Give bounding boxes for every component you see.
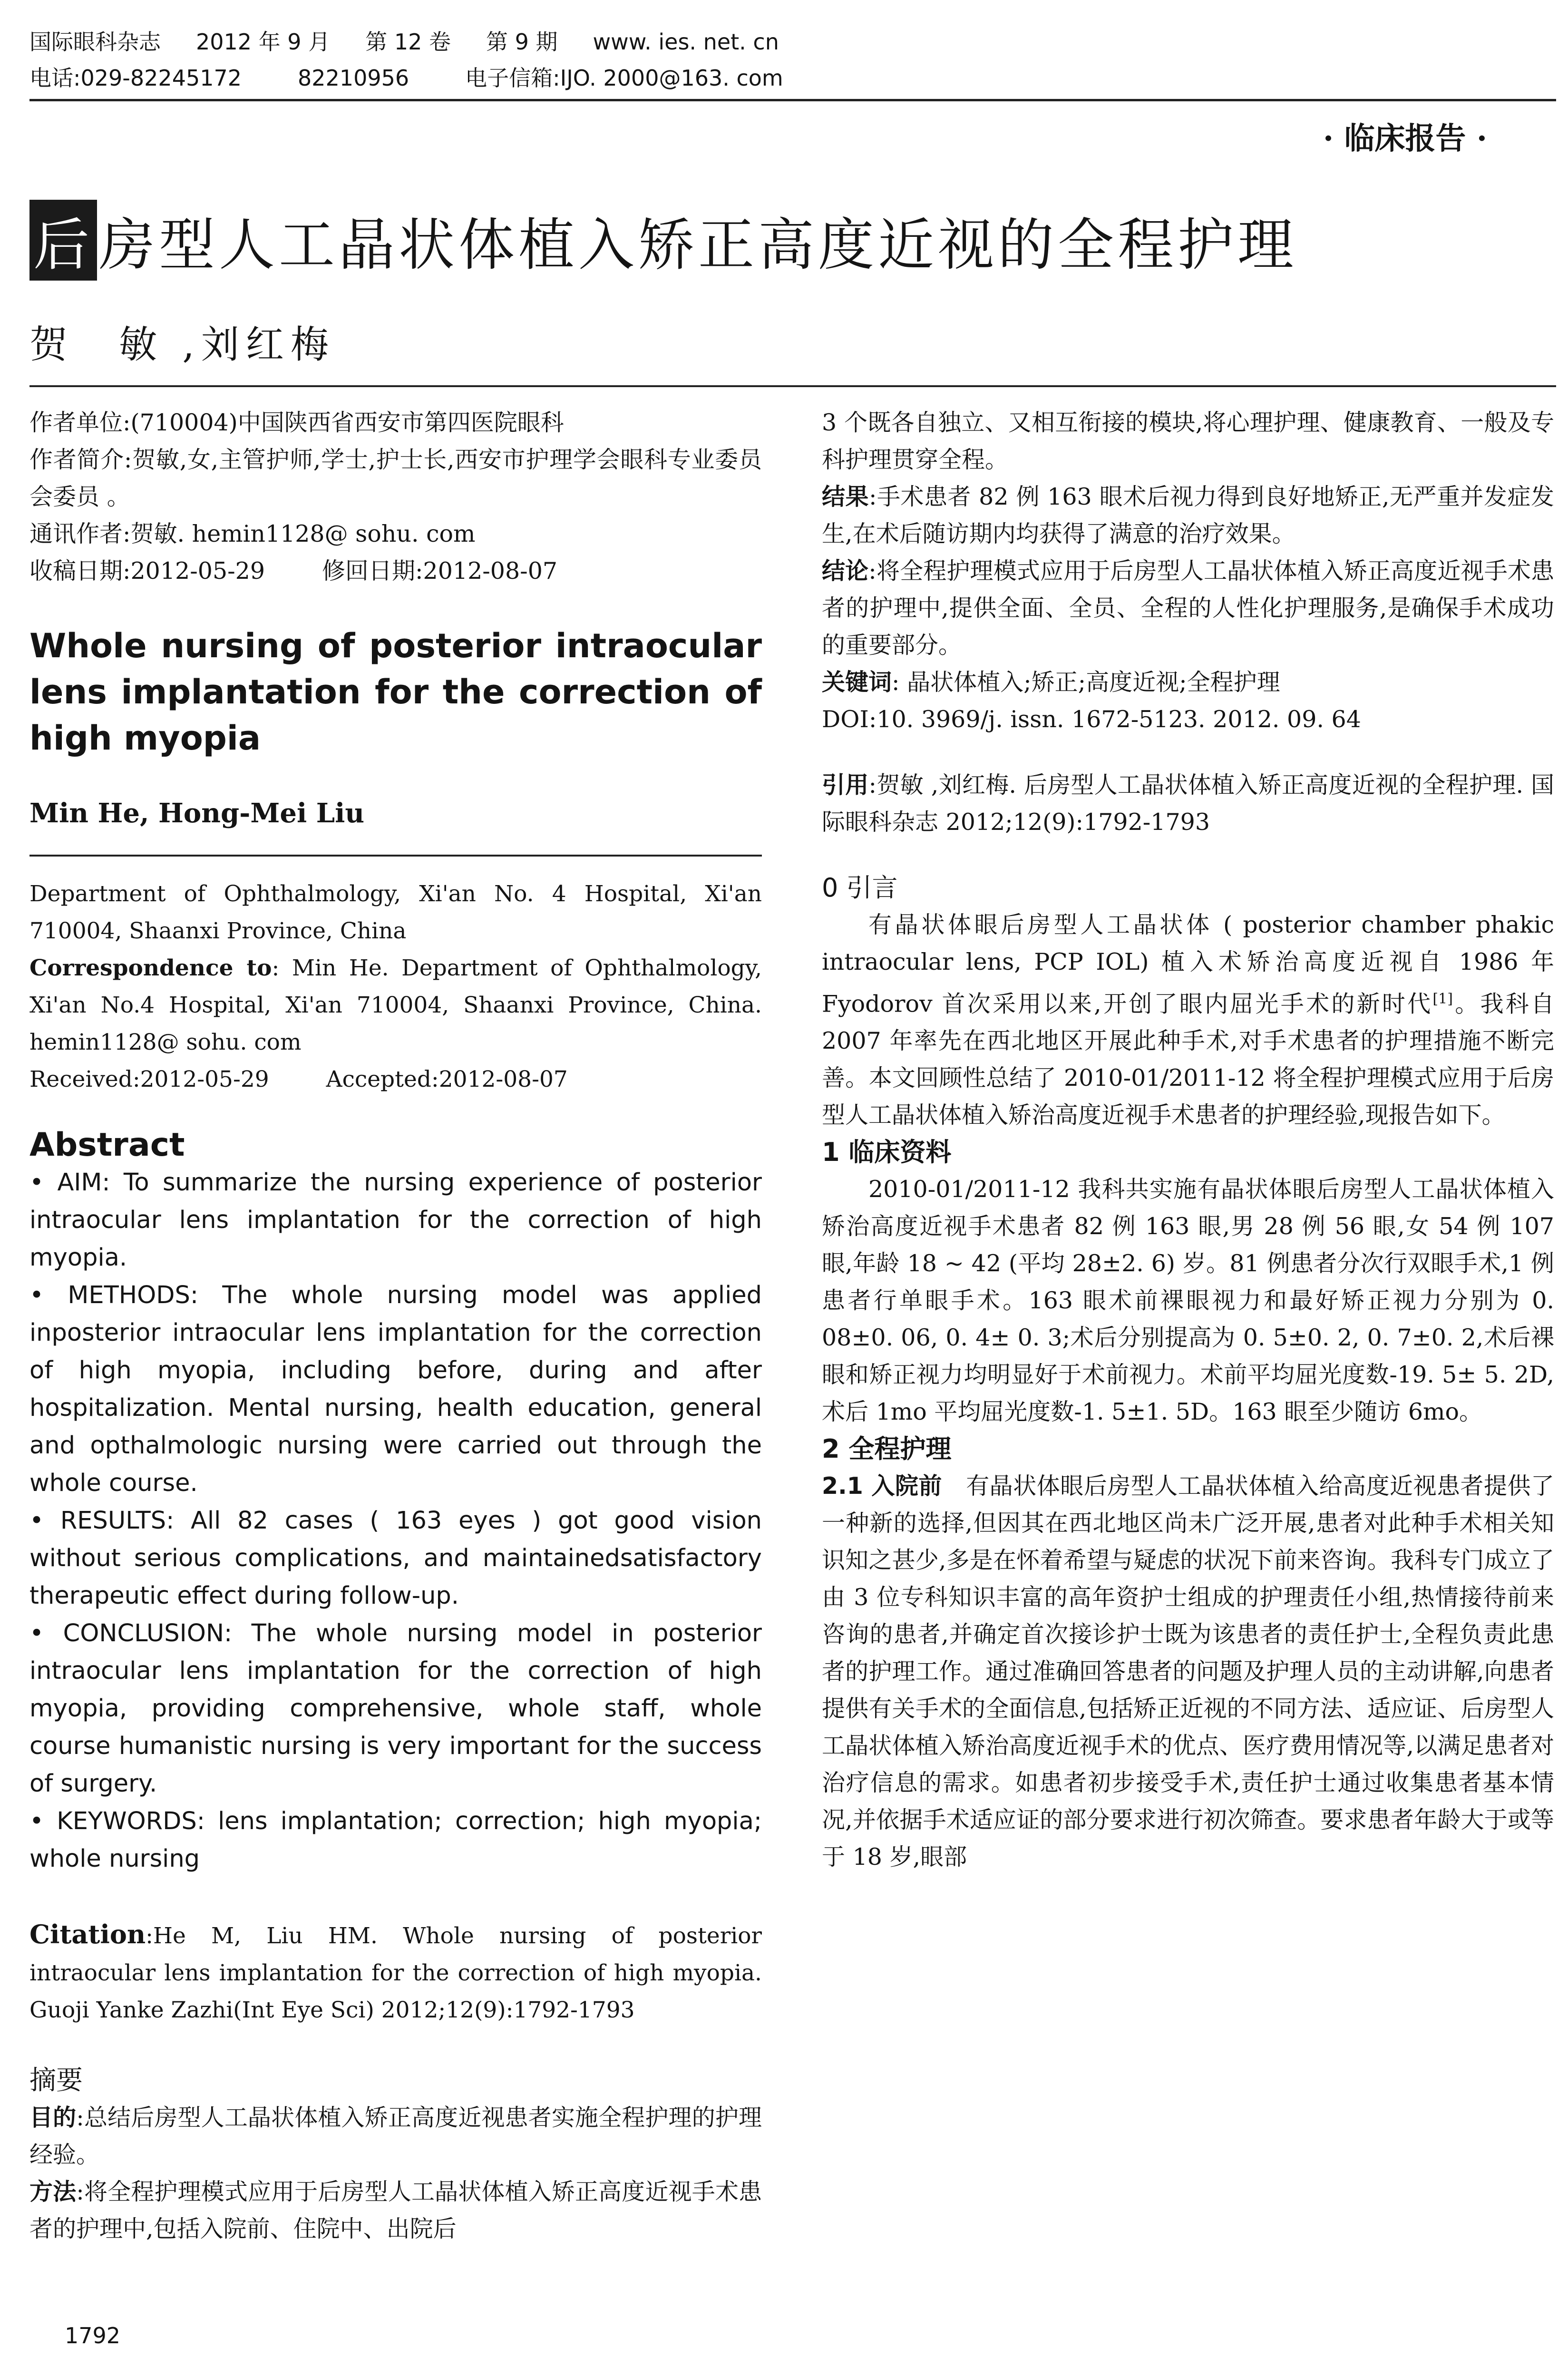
zh-citation [822,767,1554,841]
right-column [822,404,1554,1876]
zh-method-text: :将全程护理模式应用于后房型人工晶状体植入矫正高度近视手术患者的护理中,包括入院前、住院中、出院后 [29,2178,762,2242]
article-title [29,200,1297,281]
corresponding-author: 通讯作者:贺敏. hemin1128@ sohu. com [29,520,476,547]
section-tag: · 临床报告 · [1323,121,1487,156]
english-authors-rule [29,855,762,857]
abstract-aim: • AIM: To summarize the nursing experience of posterior intraocular lens implantation for the correction of high myopia. [29,1169,762,1272]
abstract-keywords: • KEYWORDS: lens implantation; correction; high myopia; whole nursing [29,1807,762,1873]
title-rule [29,385,1556,387]
volume: 第 12 卷 [365,29,451,55]
correspondence [29,950,762,1061]
running-header [29,24,1556,96]
zh-keywords-text: : 晶状体植入;矫正;高度近视;全程护理 [892,669,1280,696]
abstract-conclusion: • CONCLUSION: The whole nursing model in posterior intraocular lens implantation for the correction of high myopia, providing comprehensive, whole staff, whole course humanistic nursing is very important for the success of surgery. [29,1619,762,1798]
citation-en [29,1916,762,2029]
zh-keywords [822,664,1554,701]
author-intro: 作者简介:贺敏,女,主管护师,学士,护士长,西安市护理学会眼科专业委员会委员 。 [29,446,762,510]
intro-ref: [1] [1432,991,1453,1007]
english-title: Whole nursing of posterior intraocular lens implantation for the correction of high myopia [29,626,762,758]
zh-method-continued: 3 个既各自独立、又相互衔接的模块,将心理护理、健康教育、一般及专科护理贯穿全程。 [822,409,1554,473]
zh-method [29,2173,762,2248]
authors: 贺 敏 ,刘红梅 [29,322,335,367]
header-line-1 [29,24,1556,60]
section-1-heading: 1 临床资料 [822,1137,952,1168]
title-text: 房型人工晶状体植入矫正高度近视的全程护理 [99,212,1298,278]
english-authors: Min He, Hong-Mei Liu [29,798,365,829]
intro-text-2: 。我科自 2007 年率先在西北地区开展此种手术,对手术患者的护理措施不断完善。本文回顾性总结了 2010-01/2011-12 将全程护理模式应用于后房型人工晶状体植入矫治高度近视手术患者的护理经验,现报告如下。 [822,990,1554,1129]
section-1-paragraph: 2010-01/2011-12 我科共实施有晶状体眼后房型人工晶状体植入矫治高度近视手术患者 82 例 163 眼,男 28 例 56 眼,女 54 例 107 眼,年龄 18 ~ 42 (平均 28±2. 6) 岁。81 例患者分次行双眼手术,1 例患者行单眼手术。163 眼术前裸眼视力和最好矫正视力分别为 0. 08±0. 06, 0. 4± 0. 3;术后分别提高为 0. 5±0. 2, 0. 7±0. 2,术后裸眼和矫正视力均明显好于术前视力。术前平均屈光度数-19. 5± 5. 2D,术后 1mo 平均屈光度数-1. 5±1. 5D。163 眼至少随访 6mo。 [822,1176,1554,1426]
zh-aim [29,2099,762,2173]
zh-conclusion [822,553,1554,664]
intro-heading: 0 引言 [822,873,898,903]
zh-conclusion-label: 结论 [822,557,869,585]
zh-method-label: 方法 [29,2178,77,2205]
section-2-1-text: 有晶状体眼后房型人工晶状体植入给高度近视患者提供了一种新的选择,但因其在西北地区尚未广泛开展,患者对此种手术相关知识知之甚少,多是在怀着希望与疑虑的状况下前来咨询。我科专门成立了由 3 位专科知识丰富的高年资护士组成的护理责任小组,热情接待前来咨询的患者,并确定首次接诊护士既为该患者的责任护士,全程负责此患者的护理工作。通过准确回答患者的问题及护理人员的主动讲解,向患者提供有关手术的全面信息,包括矫正近视的不同方法、适应证、后房型人工晶状体植入矫治高度近视手术的优点、医疗费用情况等,以满足患者对治疗信息的需求。如患者初步接受手术,责任护士通过收集患者基本情况,并依据手术适应证的部分要求进行初次筛查。要求患者年龄大于或等于 18 岁,眼部 [822,1472,1554,1871]
dates-en [29,1061,762,1098]
dates-cn [29,553,762,590]
zh-abstract-heading: 摘要 [29,2065,83,2096]
section-2-heading: 2 全程护理 [822,1434,952,1464]
issue-date: 2012 年 9 月 [196,29,331,55]
zh-conclusion-text: :将全程护理模式应用于后房型人工晶状体植入矫正高度近视手术患者的护理中,提供全面、全员、全程的人性化护理服务,是确保手术成功的重要部分。 [822,557,1554,659]
email: 电子信箱:IJO. 2000@163. com [465,65,783,91]
zh-keywords-label: 关键词 [822,669,892,696]
revised-date: 修回日期:2012-08-07 [322,557,558,585]
phone: 电话:029-82245172 [29,65,242,91]
citation-text: :He M, Liu HM. Whole nursing of posterior intraocular lens implantation for the correction of high myopia. Guoji Yanke Zazhi(Int Eye Sci) 2012;12(9):1792-1793 [29,1923,762,2023]
citation-label: Citation [29,1919,146,1949]
zh-citation-label: 引用 [822,771,869,799]
zh-aim-label: 目的 [29,2104,77,2131]
abstract-results: • RESULTS: All 82 cases ( 163 eyes ) got good vision without serious complications, and maintainedsatisfactory therapeutic effect during follow-up. [29,1507,762,1610]
header-rule [29,99,1556,101]
section-2-1-label: 2.1 入院前 [822,1472,942,1500]
zh-aim-text: :总结后房型人工晶状体植入矫正高度近视患者实施全程护理的护理经验。 [29,2104,762,2168]
zh-result [822,478,1554,553]
page-number: 1792 [65,2323,121,2348]
zh-citation-text: :贺敏 ,刘红梅. 后房型人工晶状体植入矫正高度近视的全程护理. 国际眼科杂志 2012;12(9):1792-1793 [822,771,1554,836]
section-2-1-paragraph [822,1468,1554,1876]
issue: 第 9 期 [486,29,558,55]
accepted-en: Accepted:2012-08-07 [326,1066,568,1092]
received-date: 收稿日期:2012-05-29 [29,557,265,585]
website: www. ies. net. cn [593,29,779,55]
affiliation: Department of Ophthalmology, Xi'an No. 4 Hospital, Xi'an 710004, Shaanxi Province, China [29,881,762,944]
intro-text-1: 有晶状体眼后房型人工晶状体 ( posterior chamber phakic intraocular lens, PCP IOL) 植入术矫治高度近视自 1986 年 Fyodorov 首次采用以来,开创了眼内屈光手术的新时代 [822,911,1554,1018]
zh-result-text: :手术患者 82 例 163 眼术后视力得到良好地矫正,无严重并发症发生,在术后随访期内均获得了满意的治疗效果。 [822,483,1554,547]
title-dropcap: 后 [29,200,97,281]
doi: DOI:10. 3969/j. issn. 1672-5123. 2012. 09. 64 [822,706,1361,733]
phone-2: 82210956 [298,65,409,91]
intro-paragraph [822,906,1554,1134]
journal-name: 国际眼科杂志 [29,29,161,55]
header-line-2 [29,60,1556,96]
correspondence-text: : Min He. Department of Ophthalmology, Xi'an No.4 Hospital, Xi'an 710004, Shaanxi Province, China. hemin1128@ sohu. com [29,955,762,1055]
author-unit: 作者单位:(710004)中国陕西省西安市第四医院眼科 [29,409,564,436]
left-column [29,404,762,2248]
abstract-heading: Abstract [29,1126,185,1164]
abstract-methods: • METHODS: The whole nursing model was applied inposterior intraocular lens implantation for the correction of high myopia, including before, during and after hospitalization. Mental nursing, health education, general and opthalmologic nursing were carried out through the whole course. [29,1281,762,1497]
received-en: Received:2012-05-29 [29,1066,269,1092]
zh-result-label: 结果 [822,483,869,510]
correspondence-label: Correspondence to [29,955,272,981]
